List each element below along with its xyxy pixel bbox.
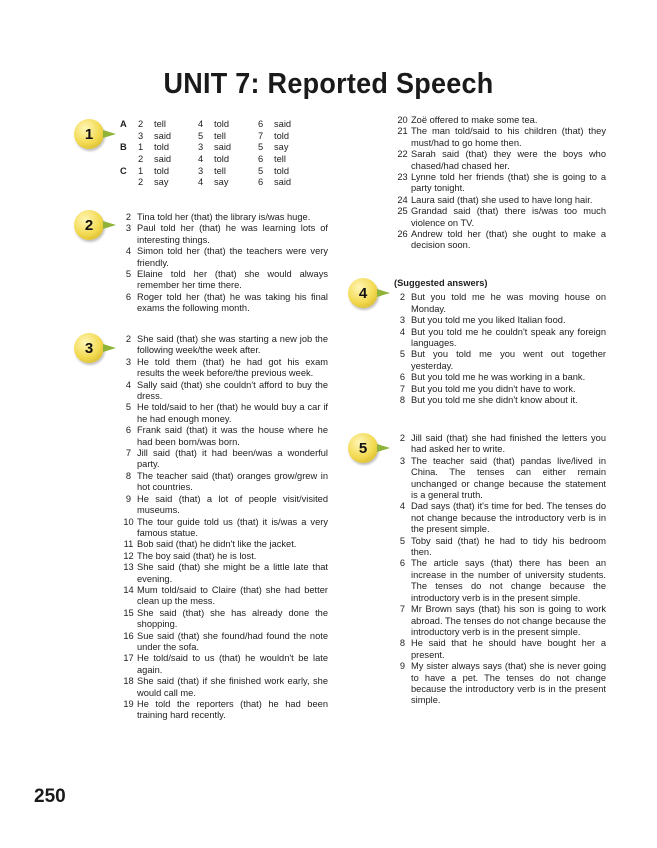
answer-item [394, 149, 606, 172]
answer-group-letter [120, 154, 138, 166]
answer-word: say [154, 177, 169, 188]
exercise-5-badge: 5 [348, 433, 378, 463]
answer-item [120, 653, 328, 676]
item-text: Sue said (that) she found/had found the note under the sofa. [137, 630, 328, 652]
answer-row [120, 142, 318, 154]
answer-word: tell [274, 154, 286, 165]
answer-cell [138, 177, 198, 189]
answer-cell [138, 131, 198, 143]
item-text: Grandad said (that) there is/was too much violence on TV. [411, 206, 606, 228]
answer-word: tell [214, 165, 226, 176]
item-number: 21 [397, 126, 408, 137]
item-text: But you told me you went out together yesterday. [411, 349, 606, 371]
item-number: 22 [397, 149, 408, 160]
answer-cell [258, 154, 318, 166]
answer-group-letter: C [120, 165, 127, 176]
item-text: Laura said (that) she used to have long hair. [411, 194, 593, 205]
answer-item [120, 292, 328, 315]
answer-item [120, 608, 328, 631]
answer-word: said [214, 142, 232, 153]
answer-word: told [214, 154, 229, 165]
answer-row [120, 177, 318, 189]
answer-item [120, 425, 328, 448]
answer-group-letter [120, 131, 138, 143]
item-number: 2 [399, 292, 406, 303]
answer-item [120, 585, 328, 608]
answer-word: told [154, 142, 169, 153]
answer-number: 6 [258, 154, 264, 165]
item-text: The teacher said (that) oranges grow/grew in hot countries. [137, 470, 328, 493]
answer-item [394, 195, 606, 206]
answer-item [120, 246, 328, 269]
answer-item [120, 448, 328, 471]
item-number: 26 [397, 229, 408, 240]
item-number: 3 [125, 356, 132, 367]
item-number: 10 [123, 516, 134, 527]
item-text: But you told me he was moving house on Monday. [411, 292, 606, 314]
answer-number: 3 [198, 165, 204, 176]
item-text: But you told me you liked Italian food. [411, 315, 566, 326]
answer-item [394, 536, 606, 559]
item-text: Simon told her (that) the teachers were very friendly. [137, 246, 328, 268]
answer-item [394, 126, 606, 149]
item-text: The boy said (that) he is lost. [137, 550, 257, 561]
answer-row [120, 131, 318, 143]
item-text: Tina told her (that) the library is/was huge. [137, 212, 311, 222]
answer-number: 4 [198, 119, 204, 129]
answer-number: 5 [258, 165, 264, 176]
exercise-1-answers [120, 119, 318, 189]
exercise-3-answers-continued [394, 115, 606, 252]
answer-item [394, 292, 606, 315]
answer-group-letter: A [120, 119, 127, 129]
answer-number: 2 [138, 177, 144, 188]
answer-item [120, 269, 328, 292]
item-text: The teacher said (that) pandas live/lived in China. The tenses can either remain unchanged or change because the statement is a general truth. [411, 455, 606, 501]
answer-cell [198, 119, 258, 131]
answer-item [394, 206, 606, 229]
item-number: 4 [125, 246, 132, 257]
item-text: Andrew told her (that) she ought to make a decision soon. [411, 229, 606, 251]
answer-row [120, 119, 318, 131]
item-number: 8 [399, 395, 406, 406]
item-number: 6 [399, 372, 406, 383]
answer-item [120, 212, 328, 223]
item-number: 4 [125, 379, 132, 390]
answer-item [394, 115, 606, 126]
answer-word: said [154, 130, 172, 141]
item-text: She said (that) if she finished work early, she would call me. [137, 676, 328, 698]
item-text: Jill said (that) she had finished the letters you had asked her to write. [411, 433, 606, 455]
answer-cell [198, 166, 258, 178]
answer-item [120, 699, 328, 722]
exercise-3-answers [120, 334, 328, 722]
item-number: 8 [125, 470, 132, 481]
item-number: 12 [123, 550, 134, 561]
item-number: 23 [397, 172, 408, 183]
answer-number: 2 [138, 154, 144, 165]
answer-cell [258, 119, 318, 131]
item-text: He told them (that) he had got his exam results the week before/the previous week. [137, 356, 328, 379]
item-number: 13 [123, 562, 134, 573]
answer-number: 1 [138, 165, 144, 176]
item-number: 19 [123, 699, 134, 709]
item-text: He told/said to us (that) he wouldn't be late again. [137, 653, 328, 675]
answer-item [120, 676, 328, 699]
answer-item [120, 517, 328, 540]
item-text: Sarah said (that) they were the boys who chased/had chased her. [411, 149, 606, 171]
answer-cell [138, 154, 198, 166]
answer-item [120, 380, 328, 403]
answer-word: said [274, 119, 292, 129]
answer-cell [258, 166, 318, 178]
item-number: 7 [399, 604, 406, 615]
answer-item [120, 551, 328, 562]
item-number: 6 [125, 425, 132, 436]
item-text: He told/said to her (that) he would buy a car if he had enough money. [137, 402, 328, 424]
answer-word: tell [214, 130, 226, 141]
answer-group-letter [120, 177, 138, 189]
item-text: She said (that) she has already done the shopping. [137, 607, 328, 630]
item-number: 5 [125, 269, 132, 280]
item-text: He said (that) a lot of people visit/visited museums. [137, 493, 328, 516]
item-text: Frank said (that) it was the house where he had been born/was born. [137, 425, 328, 447]
answer-item [120, 471, 328, 494]
answer-row [120, 166, 318, 178]
answer-number: 4 [198, 177, 204, 188]
item-number: 7 [125, 448, 132, 459]
item-number: 25 [397, 206, 408, 217]
answer-number: 4 [198, 154, 204, 165]
answer-word: say [214, 177, 229, 188]
answer-cell [138, 166, 198, 178]
item-number: 4 [399, 501, 406, 512]
item-text: Paul told her (that) he was learning lots of interesting things. [137, 223, 328, 245]
item-number: 18 [123, 676, 134, 687]
answer-item [120, 334, 328, 357]
answer-word: told [154, 165, 169, 176]
exercise-4-badge: 4 [348, 278, 378, 308]
answer-cell [258, 177, 318, 189]
item-number: 5 [399, 349, 406, 360]
item-text: But you told me she didn't know about it. [411, 395, 578, 406]
answer-item [120, 357, 328, 380]
answer-number: 3 [138, 130, 144, 141]
answer-number: 3 [198, 142, 204, 153]
answer-word: said [274, 177, 292, 188]
answer-item [394, 661, 606, 707]
item-text: But you told me he was working in a bank. [411, 372, 586, 383]
item-number: 7 [399, 383, 406, 394]
answer-item [120, 562, 328, 585]
answer-item [120, 539, 328, 550]
page-title: UNIT 7: Reported Speech [163, 68, 494, 100]
item-number: 24 [397, 194, 408, 205]
item-text: Mum told/said to Claire (that) she had better clean up the mess. [137, 584, 328, 607]
item-text: The man told/said to his children (that) they must/had to go home then. [411, 126, 606, 148]
answer-word: told [214, 119, 229, 129]
item-text: The article says (that) there has been an increase in the number of university students. The tenses do not change because the introductory verb is in the present simple. [411, 558, 606, 603]
item-text: Roger told her (that) he was taking his final exams the following month. [137, 291, 328, 314]
answer-word: told [274, 130, 289, 141]
exercise-2-badge: 2 [74, 210, 104, 240]
answer-number: 6 [258, 119, 264, 129]
item-text: Dad says (that) it's time for bed. The tenses do not change because the introductory verb is in the present simple. [411, 501, 606, 535]
answer-item [394, 384, 606, 395]
answer-number: 6 [258, 177, 264, 188]
item-text: The tour guide told us (that) it is/was a very famous statue. [137, 516, 328, 538]
answer-item [394, 456, 606, 502]
answer-word: told [274, 165, 289, 176]
answer-cell [138, 142, 198, 154]
answer-cell [198, 131, 258, 143]
answer-number: 2 [138, 119, 144, 129]
item-text: Elaine told her (that) she would always remember her time there. [137, 269, 328, 291]
answer-item [394, 638, 606, 661]
answer-word: tell [154, 119, 166, 129]
item-text: Zoë offered to make some tea. [411, 115, 538, 125]
answer-cell [258, 131, 318, 143]
item-number: 6 [125, 291, 132, 302]
answer-item [394, 315, 606, 326]
item-number: 4 [399, 326, 406, 337]
answer-number: 1 [138, 142, 144, 153]
answer-word: say [274, 142, 289, 153]
answer-number: 5 [258, 142, 264, 153]
item-number: 2 [125, 334, 132, 344]
exercise-4-heading: (Suggested answers) [394, 278, 488, 288]
answer-item [120, 402, 328, 425]
answer-number: 7 [258, 130, 264, 141]
answer-item [394, 172, 606, 195]
item-number: 11 [123, 539, 134, 550]
item-text: He said that he should have bought her a present. [411, 638, 606, 660]
answer-cell [138, 119, 198, 131]
item-text: But you told me he couldn't speak any foreign languages. [411, 326, 606, 349]
item-text: Mr Brown says (that) his son is going to work abroad. The tenses do not change because the introductory verb is in the present simple. [411, 604, 606, 637]
answer-cell [198, 154, 258, 166]
item-text: Lynne told her friends (that) she is going to a party tonight. [411, 172, 606, 194]
item-text: But you told me you didn't have to work. [411, 383, 576, 394]
answer-word: said [154, 154, 172, 165]
item-number: 9 [125, 493, 132, 504]
item-number: 2 [125, 212, 132, 222]
item-text: Sally said (that) she couldn't afford to buy the dress. [137, 379, 328, 402]
answer-item [394, 558, 606, 604]
item-number: 14 [123, 584, 134, 595]
item-number: 3 [399, 315, 406, 326]
item-text: Jill said (that) it had been/was a wonderful party. [137, 448, 328, 470]
answer-item [120, 494, 328, 517]
answer-item [394, 501, 606, 535]
item-number: 8 [399, 638, 406, 649]
item-text: She said (that) she was starting a new job the following week/the week after. [137, 334, 328, 356]
item-text: My sister always says (that) she is never going to have a pet. The tenses do not change because the introductory verb is in the present simple. [411, 661, 606, 706]
answer-cell [258, 142, 318, 154]
answer-item [120, 631, 328, 654]
answer-group-letter: B [120, 142, 127, 153]
item-number: 15 [123, 607, 134, 618]
answer-item [394, 372, 606, 383]
item-number: 20 [397, 115, 408, 125]
item-number: 9 [399, 661, 406, 672]
answer-cell [198, 177, 258, 189]
answer-item [120, 223, 328, 246]
item-text: She said (that) she might be a little late that evening. [137, 562, 328, 584]
answer-row [120, 154, 318, 166]
exercise-4-answers [394, 278, 606, 406]
exercise-5-answers [394, 433, 606, 707]
item-text: He told the reporters (that) he had been training hard recently. [137, 699, 328, 721]
item-number: 16 [123, 630, 134, 641]
item-number: 17 [123, 653, 134, 664]
exercise-2-answers [120, 212, 328, 315]
item-number: 5 [399, 535, 406, 546]
item-number: 5 [125, 402, 132, 413]
answer-item [394, 229, 606, 252]
answer-item [394, 349, 606, 372]
item-text: Bob said (that) he didn't like the jacket. [137, 539, 297, 550]
answer-item [394, 327, 606, 350]
item-text: Toby said (that) he had to tidy his bedroom then. [411, 535, 606, 558]
answer-cell [198, 142, 258, 154]
exercise-1-badge: 1 [74, 119, 104, 149]
item-number: 6 [399, 558, 406, 569]
answer-item [394, 433, 606, 456]
answer-number: 5 [198, 130, 204, 141]
answer-item [394, 604, 606, 638]
answer-item [394, 395, 606, 406]
item-number: 3 [399, 455, 406, 466]
page-number: 250 [34, 786, 66, 807]
item-number: 2 [399, 433, 406, 443]
exercise-3-badge: 3 [74, 333, 104, 363]
item-number: 3 [125, 223, 132, 234]
